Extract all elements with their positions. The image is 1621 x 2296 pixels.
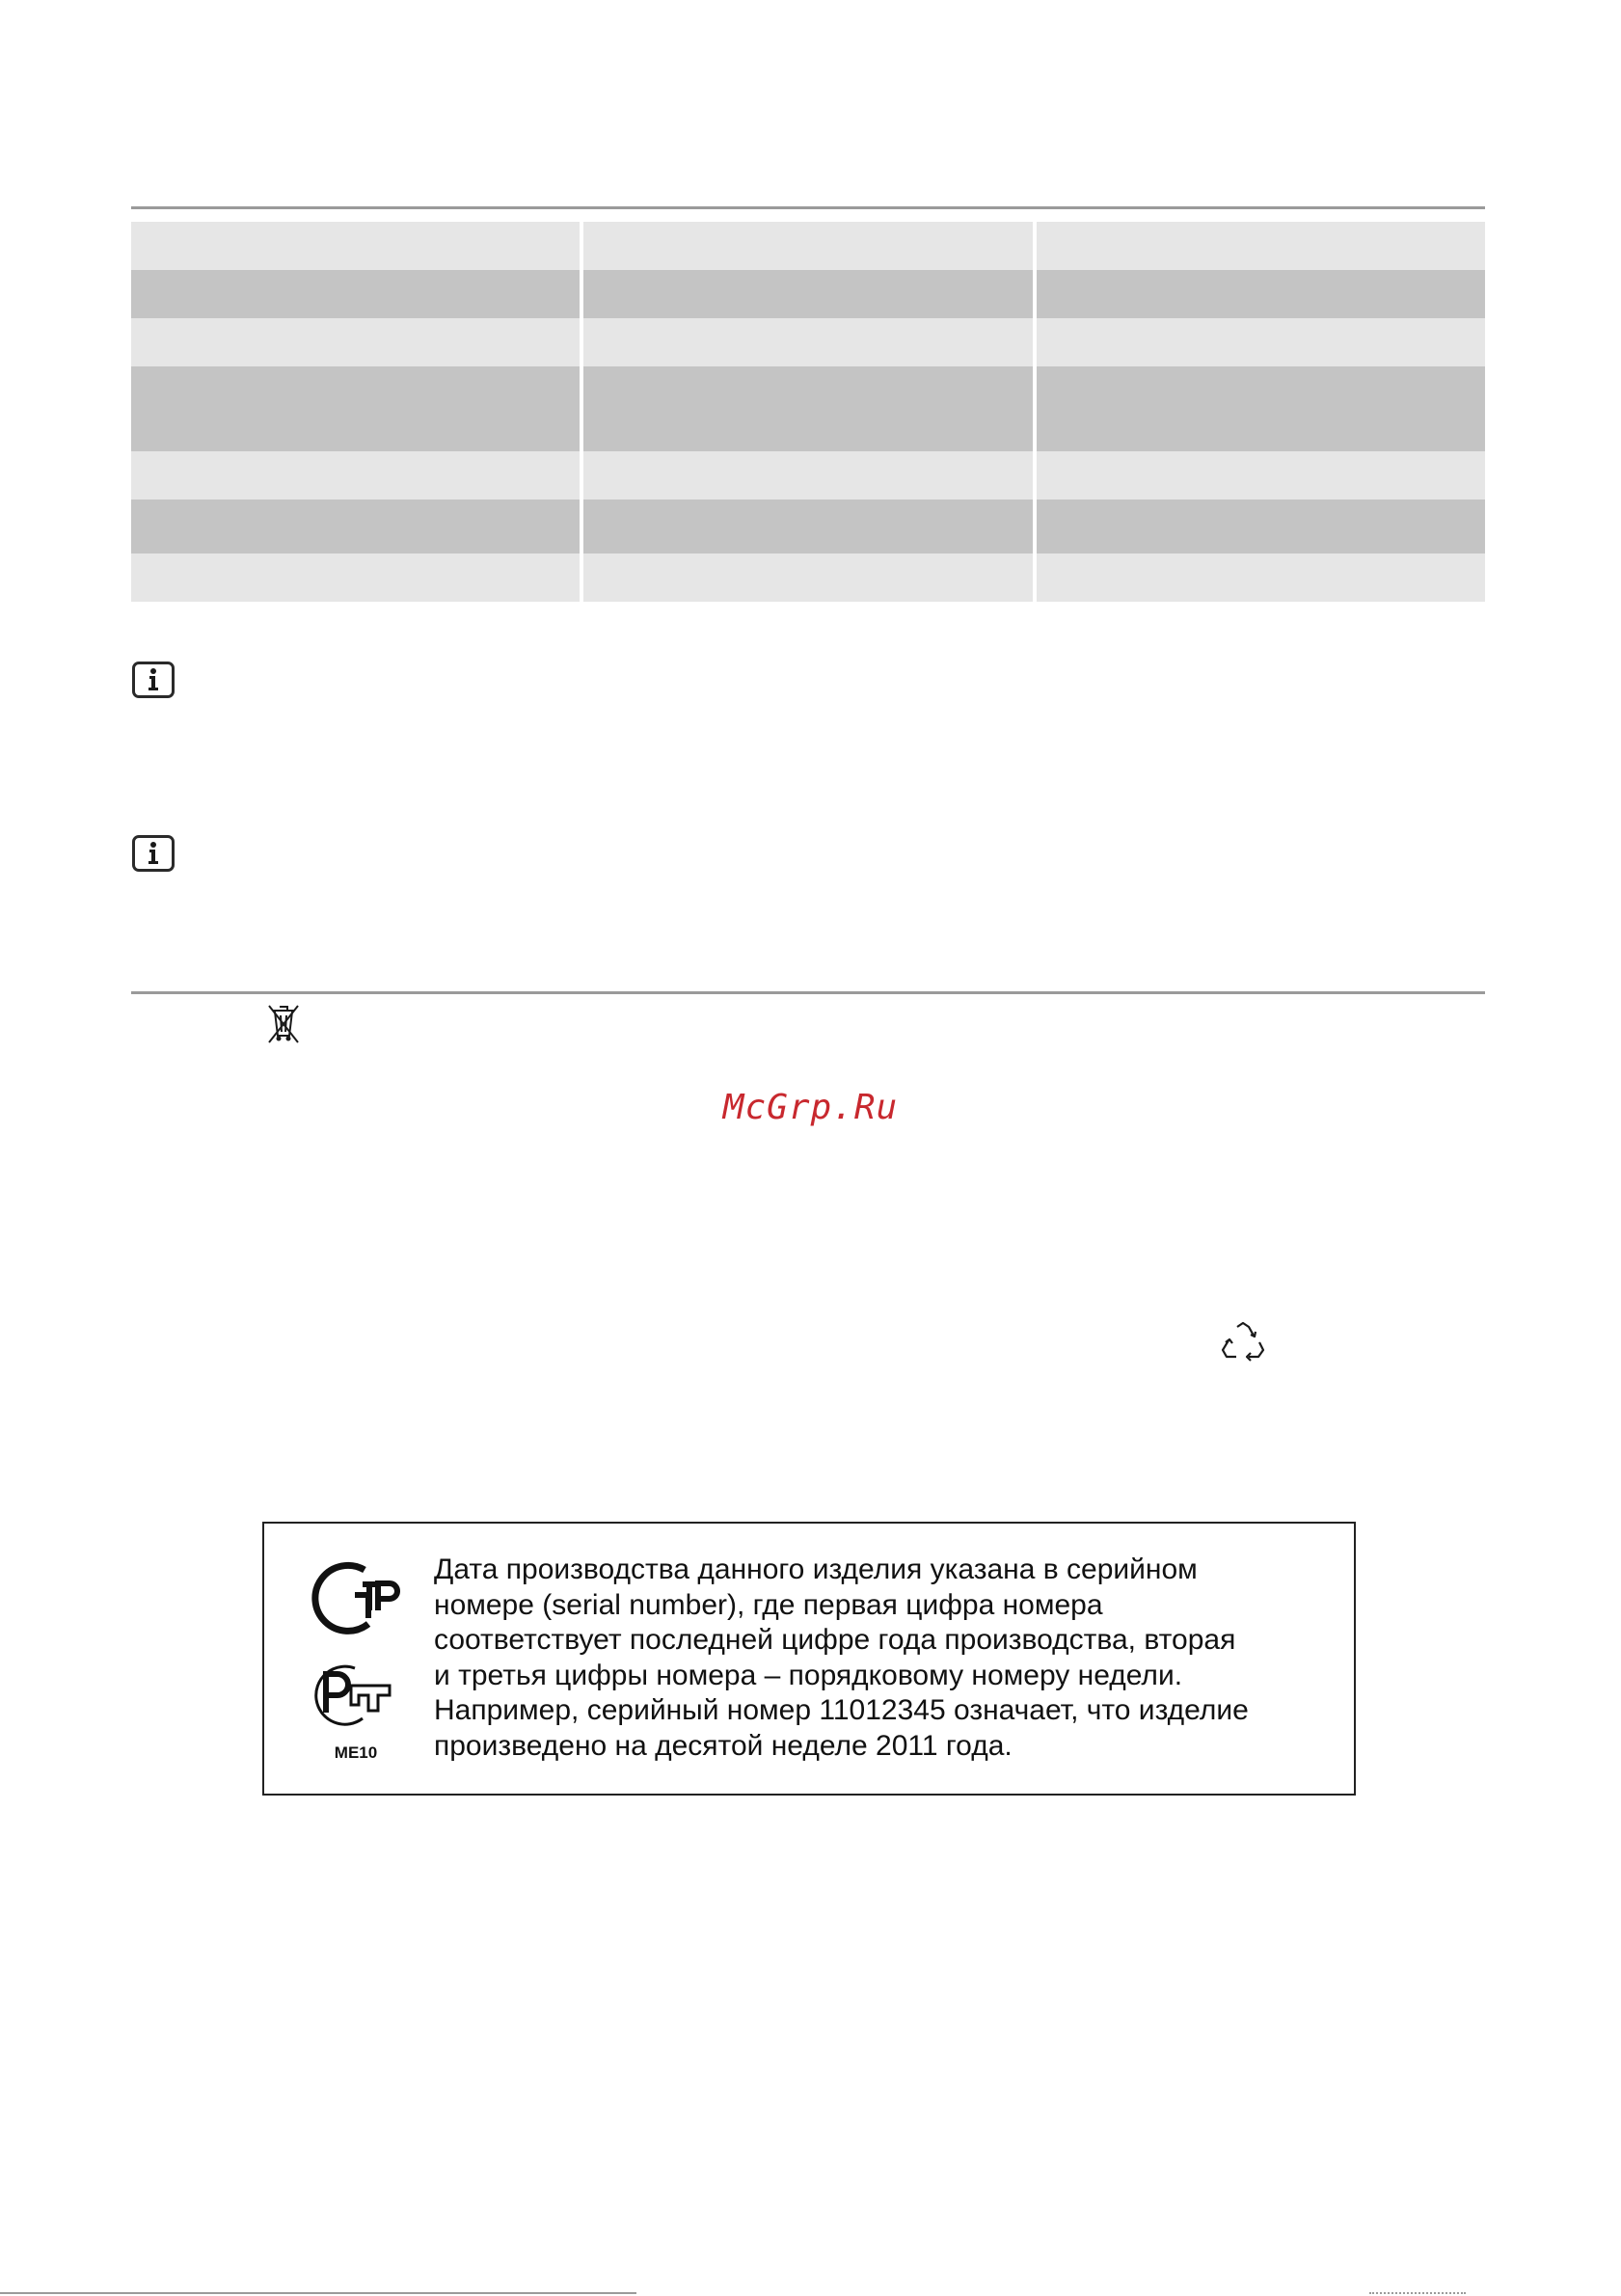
table-cell: [583, 318, 1032, 366]
table-cell: [1037, 451, 1485, 500]
production-date-note: [434, 1553, 1331, 1764]
specifications-table: [131, 222, 1485, 602]
footer-rule: [0, 2292, 636, 2294]
table-cell: [131, 500, 580, 554]
info-icon: [132, 662, 175, 698]
crossed-out-bin-icon: [266, 1003, 301, 1045]
note-line: Например, серийный номер 11012345 означает, что изделие: [434, 1694, 1249, 1726]
table-cell: [583, 554, 1032, 602]
note-line: и третья цифры номера – порядковому номеру недели.: [434, 1659, 1183, 1691]
table-cell: [583, 366, 1032, 451]
table-cell: [1037, 500, 1485, 554]
footer-rule: [1369, 2292, 1466, 2296]
table-cell: [583, 222, 1032, 270]
table-cell: [1037, 318, 1485, 366]
table-cell: [1037, 270, 1485, 318]
section-divider-environment: [131, 991, 1485, 994]
note-line: произведено на десятой неделе 2011 года.: [434, 1729, 1013, 1762]
gost-r-certification-mark-icon: [305, 1659, 405, 1728]
watermark: McGrp.Ru: [722, 1088, 899, 1127]
certification-box: [262, 1522, 1356, 1796]
table-row: [131, 451, 1485, 500]
note-line: соответствует последней цифре года производства, вторая: [434, 1624, 1236, 1656]
table-cell: [131, 222, 580, 270]
certification-code: ME10: [334, 1743, 378, 1762]
table-cell: [131, 366, 580, 451]
table-cell: [583, 500, 1032, 554]
table-cell: [1037, 366, 1485, 451]
table-cell: [583, 270, 1032, 318]
table-row: [131, 270, 1485, 318]
table-row: [131, 554, 1485, 602]
table-cell: [583, 451, 1032, 500]
table-row: [131, 366, 1485, 451]
table-cell: [131, 270, 580, 318]
note-line: номере (serial number), где первая цифра номера: [434, 1588, 1103, 1621]
table-cell: [131, 451, 580, 500]
table-row: [131, 318, 1485, 366]
table-cell: [1037, 554, 1485, 602]
table-row: [131, 222, 1485, 270]
table-cell: [131, 318, 580, 366]
table-cell: [131, 554, 580, 602]
recycle-icon: [1221, 1321, 1265, 1364]
info-icon: [132, 835, 175, 872]
table-cell: [1037, 222, 1485, 270]
eac-certification-mark-icon: [305, 1558, 405, 1637]
table-row: [131, 500, 1485, 554]
section-divider-top: [131, 206, 1485, 209]
note-line: Дата производства данного изделия указана в серийном: [434, 1553, 1198, 1585]
